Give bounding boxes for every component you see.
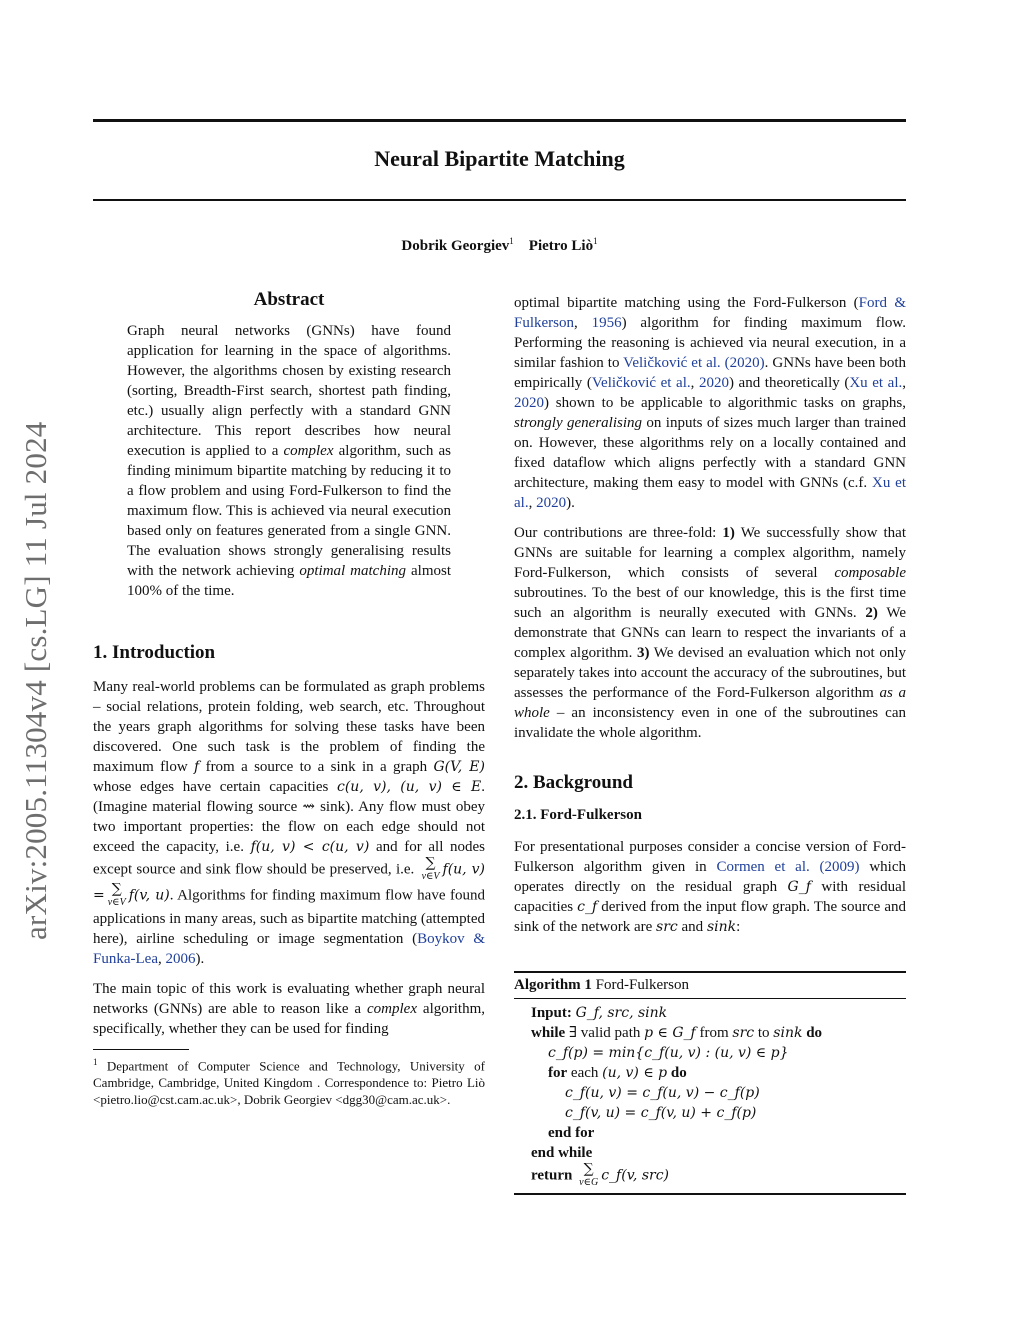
math-inline: c_f(v, src) xyxy=(601,1167,670,1184)
citation-link[interactable]: 2020 xyxy=(514,395,544,411)
citation-link[interactable]: 2020 xyxy=(536,495,567,511)
math-inline: f(v, u) xyxy=(128,887,170,904)
citation-link[interactable]: Veličković et al. xyxy=(591,375,691,391)
bold-marker: 3) xyxy=(636,645,650,661)
right-column xyxy=(514,293,906,1195)
text-run: which operates directly on the residual graph xyxy=(514,859,906,895)
intro-paragraph-2 xyxy=(93,979,485,1039)
math-inline: c_f xyxy=(577,899,598,915)
text-run: Algorithms for finding maximum flow have found applications in many areas, such as bipartite matching (attempted here), airline scheduling or image segmentation ( xyxy=(93,887,485,947)
arxiv-watermark: arXiv:2005.11304v4 [cs.LG] 11 Jul 2024 xyxy=(18,421,53,940)
keyword: while xyxy=(531,1025,566,1041)
text-run: ). xyxy=(195,951,205,967)
keyword: return xyxy=(531,1167,573,1184)
algorithm-body xyxy=(514,999,906,1195)
footnote-rule xyxy=(93,1049,189,1050)
math-inline: G(V, E) xyxy=(433,759,485,775)
text-run: We demonstrate that GNNs can learn to respect the invariants of a complex algorithm. xyxy=(514,605,906,661)
keyword: do xyxy=(670,1065,687,1081)
summation xyxy=(422,857,440,883)
section-heading-introduction: 1. Introduction xyxy=(93,642,216,663)
math-inline: c_f(v, u) = c_f(v, u) + c_f(p) xyxy=(565,1105,757,1121)
math-inline: sink xyxy=(706,919,737,935)
sum-symbol: ∑ xyxy=(425,855,436,871)
keyword: for xyxy=(548,1065,568,1081)
text-run: Many real-world problems can be formulated as graph problems – social relations, protein folding, web search, etc. Throughout the years graph algorithms for solving these tasks have been discovered. One such task is the problem of finding the maximum flow xyxy=(93,679,485,775)
sum-symbol: ∑ xyxy=(111,881,122,897)
abstract-text-part: Graph neural networks (GNNs) have found application for learning in the space of algorithms. However, the algorithms chosen by existing research (sorting, Breadth-First search, shortest path finding, etc.) usually align perfectly with a standard GNN architecture. This report describes how neural execution is applied to a xyxy=(127,323,451,459)
footnote-block xyxy=(93,1049,485,1108)
citation-link[interactable]: Xu et al. xyxy=(514,475,906,511)
text-run: ) algorithm for finding maximum flow. Performing the reasoning is achieved via neural execution, in a similar fashion to xyxy=(514,315,906,371)
math-inline: f(u, v) < c(u, v) xyxy=(250,839,370,855)
bold-marker: 2) xyxy=(865,605,878,621)
text-run: on inputs of sizes much larger than trained on. However, these algorithms rely on a locally contained and fixed dataflow which aligns perfectly with a standard GNN architecture, making them easy to model with GNNs (c.f. xyxy=(514,415,906,491)
emphasis: strongly generalising xyxy=(514,415,642,431)
text-run: . xyxy=(169,887,174,904)
background-paragraph xyxy=(514,837,906,937)
text-run: subroutines. To the best of our knowledge, this is the first time such an algorithm is neurally executed with GNNs. xyxy=(514,585,906,621)
math-inline: c_f(u, v) = c_f(u, v) − c_f(p) xyxy=(565,1085,760,1101)
sum-symbol: ∑ xyxy=(583,1161,594,1177)
text-run: The main topic of this work is evaluating whether graph neural networks (GNNs) are able to reason like a xyxy=(93,981,485,1017)
abstract-heading: Abstract xyxy=(253,289,325,310)
emphasis: as a whole xyxy=(514,685,906,721)
text-run: algorithm, specifically, whether they can be used for finding xyxy=(93,1001,486,1037)
abstract-emphasis: optimal matching xyxy=(299,563,407,579)
text-run: . (Imagine material flowing source ⇝ sink). Any flow must obey two important properties: the flow on each edge should not exceed the capacity, i.e. xyxy=(93,779,485,855)
algorithm-caption xyxy=(514,975,906,999)
text-run: ) shown to be applicable to algorithmic tasks on graphs, xyxy=(544,395,906,411)
intro-paragraph-continued: optimal bipartite matching using the Ford-Fulkerson (Ford & Fulkerson, 1956) algorithm for finding maximum flow. Performing the reasoning is achieved via neural execution, in a similar fashion to Veličković et al. (2020). GNNs have been both empirically (Veličković et al., 2020) and theoretically (Xu et al., 2020) shown to be applicable to algorithmic tasks on graphs, strongly generalising on inputs of sizes much larger than trained on. However, these algorithms rely on a locally contained and fixed dataflow which aligns perfectly with a standard GNN architecture, making them easy to model with GNNs (c.f. Xu et al., 2020). xyxy=(514,295,907,511)
algo-line-input xyxy=(531,1003,906,1023)
text-run: We successfully show that GNNs are suitable for learning a complex algorithm, namely Ford-Fulkerson, which consists of several xyxy=(514,525,906,581)
math-inline: f xyxy=(194,759,200,775)
keyword: do xyxy=(806,1025,823,1041)
algorithm-label: Algorithm 1 xyxy=(514,977,592,993)
citation-link[interactable]: Ford & Fulkerson xyxy=(514,295,906,331)
algo-line-end-while: end while xyxy=(531,1145,593,1161)
abstract-body xyxy=(127,321,451,601)
contributions-paragraph xyxy=(514,523,906,743)
math-inline: c(u, v), (u, v) ∈ E xyxy=(337,779,482,795)
text-run: from a source to a sink in a graph xyxy=(199,759,434,775)
citation-link[interactable]: 1956 xyxy=(591,315,622,331)
text-run: and for all nodes except source and sink flow should be preserved, i.e. xyxy=(93,839,486,878)
text-run: with residual capacities xyxy=(514,879,907,915)
math-inline: src xyxy=(656,919,678,935)
summation xyxy=(579,1163,598,1189)
author-name: Dobrik Georgiev xyxy=(401,238,510,254)
algo-line-bottleneck xyxy=(531,1043,906,1063)
text-run: : xyxy=(736,919,741,935)
emphasis: composable xyxy=(834,565,906,581)
sum-subscript: v∈V xyxy=(107,897,126,908)
math-inline: c_f(p) = min{c_f(u, v) : (u, v) ∈ p} xyxy=(548,1045,789,1061)
author-affiliation: 1 xyxy=(593,236,598,246)
text-run: ∃ valid path xyxy=(568,1025,641,1041)
math-inline: (u, v) ∈ p xyxy=(602,1065,668,1081)
algo-line-forward-update xyxy=(531,1083,906,1103)
text-run: optimal bipartite matching using the Ford-Fulkerson ( xyxy=(514,295,859,311)
subsection-heading-ford-fulkerson: 2.1. Ford-Fulkerson xyxy=(514,807,642,823)
title-rule-top xyxy=(93,119,906,122)
math-inline: p ∈ G_f xyxy=(644,1025,696,1041)
abstract-text xyxy=(127,321,451,601)
abstract-text-part: almost 100% of the time. xyxy=(127,563,451,599)
author-affiliation: 1 xyxy=(509,236,514,246)
emphasis: complex xyxy=(367,1001,417,1017)
algo-line-for xyxy=(531,1063,906,1083)
math-inline: sink xyxy=(773,1025,803,1041)
footnote-text xyxy=(93,1054,485,1108)
paper-title: Neural Bipartite Matching xyxy=(374,146,625,171)
author-name: Pietro Liò xyxy=(528,238,594,254)
text-run: to xyxy=(757,1025,770,1041)
citation-link[interactable]: 2006 xyxy=(165,951,196,967)
text-run: and xyxy=(677,919,707,935)
keyword: Input: xyxy=(531,1005,572,1021)
title-rule-bottom xyxy=(93,199,906,201)
citation-link[interactable]: (2009) xyxy=(819,859,860,875)
sum-subscript: v∈V xyxy=(421,871,440,882)
citation-link[interactable]: Veličković et al. xyxy=(623,355,721,371)
math-inline: G_f, src, sink xyxy=(575,1005,668,1021)
footnote-body: Department of Computer Science and Technology, University of Cambridge, Cambridge, United Kingdom . Correspondence to: Pietro Liò <pietro.lio@cst.cam.ac.uk>, Dobrik Georgiev <dgg30@cam.ac.uk>. xyxy=(93,1058,486,1108)
text-run: . GNNs have been both empirically ( xyxy=(514,355,906,391)
text-run: For presentational purposes consider a concise version of Ford-Fulkerson algorithm given in xyxy=(514,839,906,875)
algorithm-name: Ford-Fulkerson xyxy=(595,977,690,993)
citation-link[interactable]: Cormen et al. xyxy=(716,859,810,875)
text-run: from xyxy=(699,1025,729,1041)
text-run: ) and theoretically ( xyxy=(728,375,850,391)
algo-line-backward-update xyxy=(531,1103,906,1123)
footnote-mark: 1 xyxy=(93,1057,98,1067)
math-inline: G_f xyxy=(787,879,811,895)
citation-link[interactable]: Boykov & Funka-Lea xyxy=(93,931,485,967)
sum-subscript: v∈G xyxy=(579,1177,599,1188)
math-inline: f(u, v) = xyxy=(93,861,485,904)
bold-marker: 1) xyxy=(722,525,735,541)
citation-link[interactable]: (2020) xyxy=(724,355,765,371)
algo-line-while xyxy=(531,1023,906,1043)
text-run: each xyxy=(570,1065,599,1081)
text-run: whose edges have certain capacities xyxy=(93,779,337,795)
text-run: ). xyxy=(566,495,575,511)
algo-line-return xyxy=(531,1163,906,1189)
text-run: derived from the input flow graph. The source and sink of the network are xyxy=(514,899,906,935)
algo-line-end-for: end for xyxy=(548,1125,595,1141)
citation-link[interactable]: Xu et al. xyxy=(849,375,903,391)
citation-link[interactable]: 2020 xyxy=(698,375,729,391)
section-heading-background: 2. Background xyxy=(514,772,633,793)
intro-paragraph-1: Many real-world problems can be formulated as graph problems – social relations, protein folding, web search, etc. Throughout the years graph algorithms for solving these tasks have been discovered. One such task is the problem of finding the maximum flow f from a source to a sink in a graph G(V, E) whose edges have certain capacities c(u, v), (u, v) ∈ E. (Imagine material flowing source ⇝ sink). Any flow must obey two important properties: the flow on each edge should not exceed the capacity, i.e. f(u, v) < c(u, v) and for all nodes except source and sink flow should be preserved, i.e. ∑ v∈V f(u, v) = ∑ v∈V f(v, u). Algorithms for finding maximum flow have found applications in many areas, such as bipartite matching (attempted here), airline scheduling or image segmentation (Boykov & Funka-Lea, 2006). xyxy=(93,679,486,967)
math-inline: src xyxy=(732,1025,755,1041)
author-list xyxy=(93,236,906,255)
text-run: Our contributions are three-fold: xyxy=(514,525,723,541)
summation xyxy=(108,883,126,909)
abstract-emphasis: complex xyxy=(283,443,334,459)
text-run: – an inconsistency even in one of the subroutines can invalidate the whole algorithm. xyxy=(514,705,906,741)
text-run: We devised an evaluation which not only separately takes into account the accuracy of the subroutines, but assesses the performance of the Ford-Fulkerson algorithm xyxy=(514,645,906,701)
algorithm-block xyxy=(514,971,906,1195)
abstract-text-part: algorithm, such as finding minimum bipartite matching by reducing it to a flow problem and using Ford-Fulkerson to find the maximum flow. This is achieved via neural execution based only on features generated from a single GNN. The evaluation shows strongly generalising results with the network achieving xyxy=(127,443,451,579)
left-column xyxy=(93,290,485,1108)
